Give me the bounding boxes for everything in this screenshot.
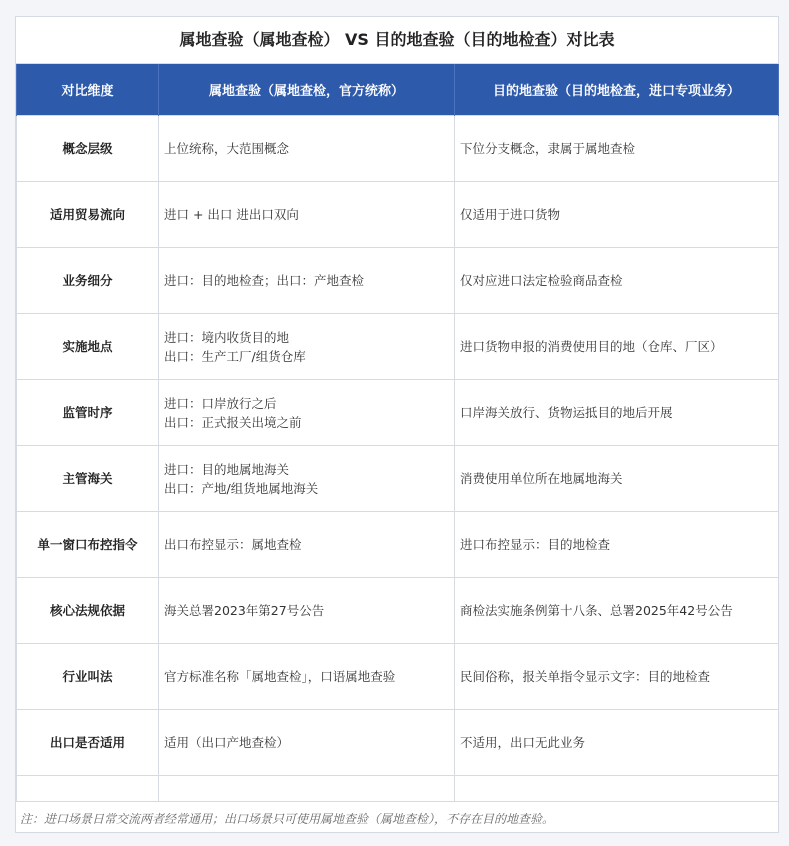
empty-cell [17, 776, 159, 802]
table-row [17, 512, 779, 578]
cell-destination [455, 380, 779, 446]
cell-line: 进口布控显示：目的地检查 [460, 537, 611, 552]
row-dimension: 主管海关 [17, 446, 159, 512]
cell-line: 海关总署2023年第27号公告 [164, 603, 325, 618]
table-row [17, 116, 779, 182]
cell-destination [455, 710, 779, 776]
row-dimension: 业务细分 [17, 248, 159, 314]
cell-destination [455, 314, 779, 380]
cell-line: 出口布控显示：属地查检 [164, 537, 302, 552]
cell-line: 消费使用单位所在地属地海关 [460, 471, 623, 486]
table-row [17, 710, 779, 776]
table-row [17, 182, 779, 248]
cell-territorial [159, 182, 455, 248]
cell-line: 下位分支概念，隶属于属地查检 [460, 141, 636, 156]
row-dimension: 监管时序 [17, 380, 159, 446]
header-destination-inspection: 目的地查验（目的地检查，进口专项业务） [455, 64, 779, 116]
cell-line: 出口：生产工厂/组货仓库 [164, 348, 306, 364]
cell-territorial [159, 314, 455, 380]
row-dimension: 适用贸易流向 [17, 182, 159, 248]
header-dimension: 对比维度 [17, 64, 159, 116]
comparison-card [15, 16, 779, 833]
cell-destination [455, 248, 779, 314]
table-row [17, 578, 779, 644]
cell-line: 进口货物申报的消费使用目的地（仓库、厂区） [460, 339, 723, 354]
row-dimension: 概念层级 [17, 116, 159, 182]
cell-destination [455, 182, 779, 248]
cell-line: 出口：正式报关出境之前 [164, 414, 302, 430]
cell-line: 不适用，出口无此业务 [460, 735, 586, 750]
footnote: 注：进口场景日常交流两者经常通用；出口场景只可使用属地查验（属地查检），不存在目的地查验。 [20, 812, 555, 826]
cell-line: 进口：目的地检查；出口：产地查检 [164, 273, 365, 288]
comparison-table [16, 64, 779, 802]
cell-line: 官方标准名称「属地查检」，口语属地查验 [164, 669, 396, 684]
cell-line: 民间俗称，报关单指令显示文字：目的地检查 [460, 669, 711, 684]
cell-line: 口岸海关放行、货物运抵目的地后开展 [460, 405, 673, 420]
cell-territorial [159, 380, 455, 446]
cell-line: 仅适用于进口货物 [460, 207, 561, 222]
row-dimension: 出口是否适用 [17, 710, 159, 776]
cell-destination [455, 512, 779, 578]
cell-territorial [159, 644, 455, 710]
empty-row [17, 776, 779, 802]
row-dimension: 实施地点 [17, 314, 159, 380]
cell-territorial [159, 710, 455, 776]
cell-line: 上位统称，大范围概念 [164, 141, 290, 156]
cell-line: 进口 + 出口 进出口双向 [164, 207, 299, 222]
cell-destination [455, 578, 779, 644]
cell-line: 进口：境内收货目的地 [164, 329, 290, 345]
table-row [17, 248, 779, 314]
empty-cell [159, 776, 455, 802]
cell-territorial [159, 512, 455, 578]
cell-territorial [159, 248, 455, 314]
cell-territorial [159, 578, 455, 644]
cell-line: 适用（出口产地查检） [164, 735, 290, 750]
cell-line: 出口：产地/组货地属地海关 [164, 480, 319, 496]
table-header-row [17, 64, 779, 116]
cell-destination [455, 116, 779, 182]
table-title: 属地查验（属地查检） VS 目的地查验（目的地检查）对比表 [16, 17, 778, 64]
cell-destination [455, 446, 779, 512]
cell-line: 进口：口岸放行之后 [164, 395, 277, 411]
cell-territorial [159, 116, 455, 182]
empty-cell [455, 776, 779, 802]
cell-line: 仅对应进口法定检验商品查检 [460, 273, 623, 288]
table-row [17, 644, 779, 710]
row-dimension: 行业叫法 [17, 644, 159, 710]
table-body [17, 116, 779, 802]
cell-line: 商检法实施条例第十八条、总署2025年42号公告 [460, 603, 733, 618]
table-row [17, 314, 779, 380]
cell-territorial [159, 446, 455, 512]
table-row [17, 446, 779, 512]
row-dimension: 核心法规依据 [17, 578, 159, 644]
cell-destination [455, 644, 779, 710]
row-dimension: 单一窗口布控指令 [17, 512, 159, 578]
header-territorial-inspection: 属地查验（属地查检，官方统称） [159, 64, 455, 116]
table-row [17, 380, 779, 446]
cell-line: 进口：目的地属地海关 [164, 461, 290, 477]
